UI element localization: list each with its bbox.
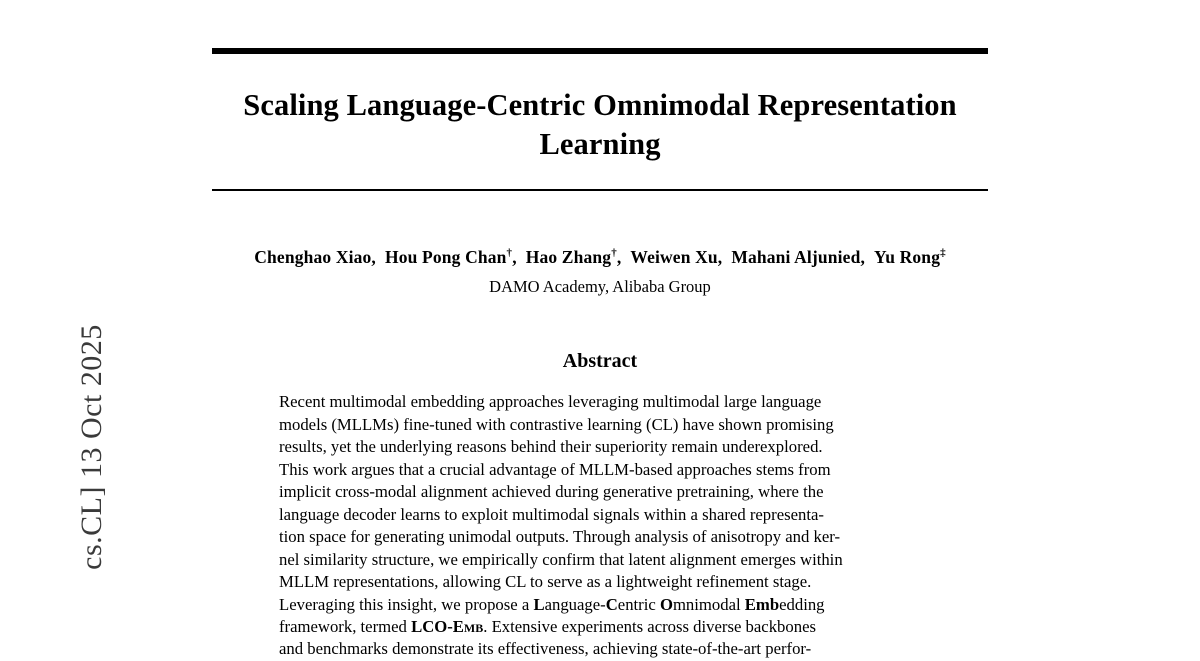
title-rule-top [212,48,988,54]
author-entry: Yu Rong‡ [874,247,946,268]
abstract-line: Recent multimodal embedding approaches leveraging multimodal large language [279,392,822,412]
abstract-body [279,391,921,660]
paper-page [212,0,988,659]
abstract-line: This work argues that a crucial advantage of MLLM-based approaches stems from [279,459,831,479]
author-marker: ‡ [940,247,946,260]
author-marker: † [506,247,513,260]
author-entry: Weiwen Xu, [630,247,723,268]
page-title: Scaling Language-Centric Omnimodal Representation Learning [243,88,957,161]
abstract-line: nel similarity structure, we empirically confirm that latent alignment emerges within [279,549,843,569]
abstract-line: Leveraging this insight, we propose a Language-Centric Omnimodal Embedding [279,594,825,614]
abstract-line: results, yet the underlying reasons behind their superiority remain underexplored. [279,437,823,457]
author-list [212,247,988,268]
abstract-line: models (MLLMs) fine-tuned with contrastive learning (CL) have shown promising [279,414,834,434]
abstract-line: tion space for generating unimodal outputs. Through analysis of anisotropy and ker- [279,527,841,547]
abstract-line: language decoder learns to exploit multimodal signals within a shared representa- [279,504,824,524]
author-entry: Hao Zhang†, [525,247,622,268]
author-entry: Chenghao Xiao, [254,247,376,268]
abstract-line: framework, termed LCO-Emb. Extensive experiments across diverse backbones [279,617,816,636]
abstract-heading: Abstract [562,350,638,373]
author-entry: Mahani Aljunied, [731,247,866,268]
author-entry: Hou Pong Chan†, [384,247,517,268]
arxiv-vertical-stamp: cs.CL] 13 Oct 2025 [75,324,108,570]
abstract-line: and benchmarks demonstrate its effectiveness, achieving state-of-the-art perfor- [279,639,812,659]
author-marker: † [611,247,617,260]
affiliation: DAMO Academy, Alibaba Group [489,277,711,297]
title-rule-bottom [212,189,988,191]
abstract-line: MLLM representations, allowing CL to serve as a lightweight refinement stage. [279,572,812,592]
abstract-line: implicit cross-modal alignment achieved during generative pretraining, where the [279,482,824,502]
